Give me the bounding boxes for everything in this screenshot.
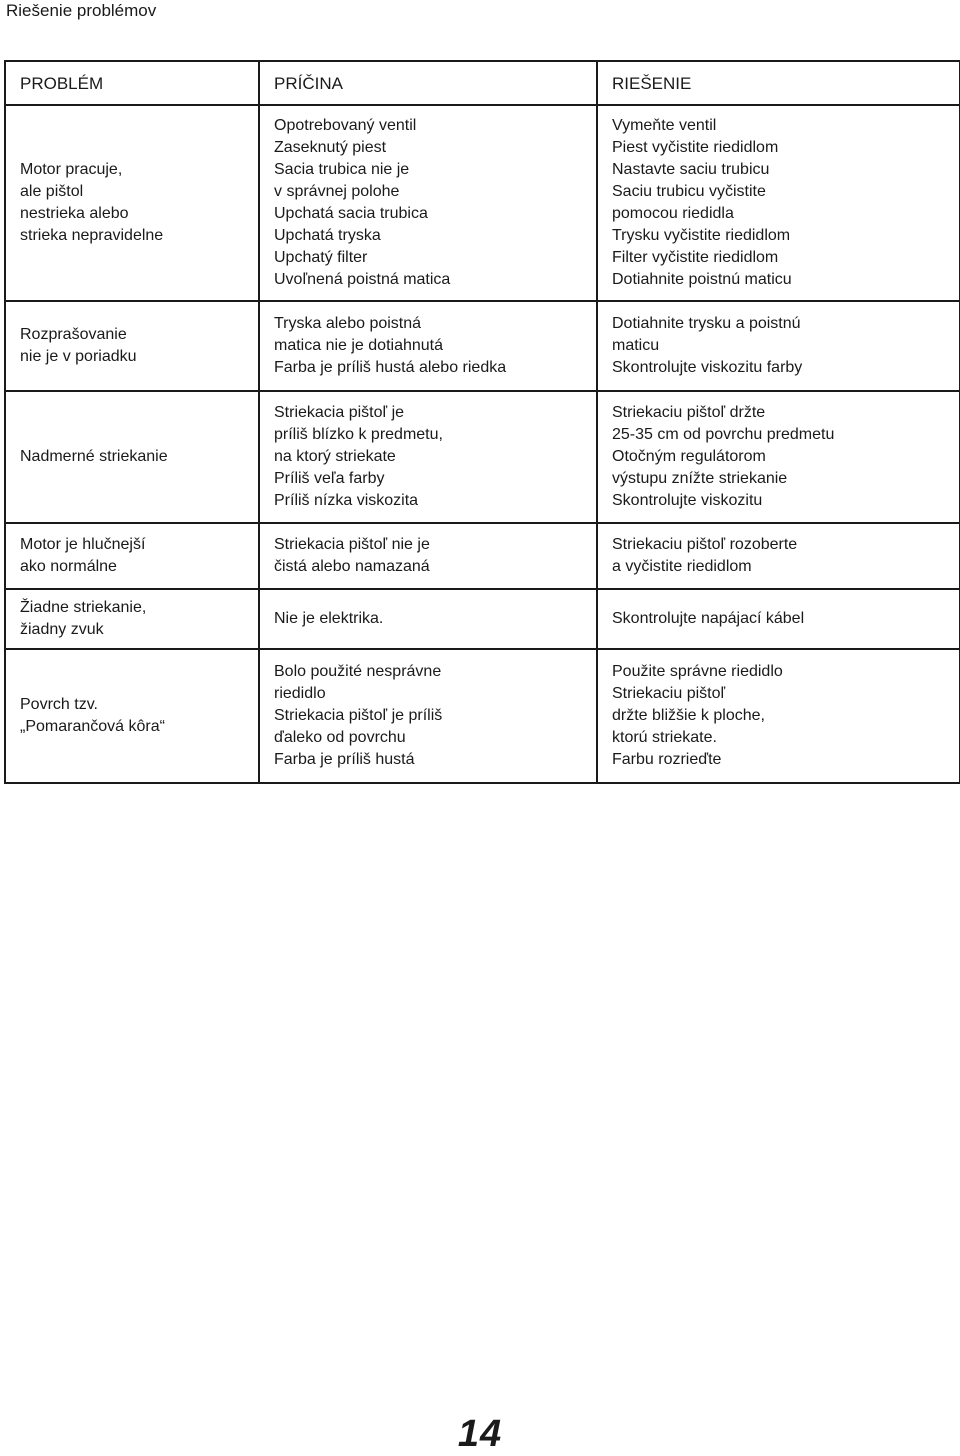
solution-cell: [597, 105, 960, 301]
cell-line: Povrch tzv.: [20, 696, 98, 713]
problem-cell: [5, 105, 259, 301]
cell-line: žiadny zvuk: [20, 621, 104, 638]
problem-cell: [5, 649, 259, 783]
cell-line: Uvoľnená poistná matica: [274, 271, 451, 288]
cell-line: Opotrebovaný ventil: [274, 117, 417, 134]
cell-line: Trysku vyčistite riedidlom: [612, 227, 791, 244]
table-header-row: [5, 61, 960, 105]
cell-line: Otočným regulátorom: [612, 448, 766, 465]
cell-line: Žiadne striekanie,: [20, 599, 147, 616]
table-row: [5, 391, 960, 523]
cell-line: riedidlo: [274, 685, 326, 702]
cell-line: ale pištol: [20, 183, 84, 200]
cell-line: Striekaciu pištoľ: [612, 685, 726, 702]
cell-line: Filter vyčistite riedidlom: [612, 249, 779, 266]
cell-line: a vyčistite riedidlom: [612, 558, 752, 575]
page-number: 14: [457, 1413, 503, 1455]
problem-cell: [5, 589, 259, 649]
problem-cell: [5, 301, 259, 391]
cell-line: Motor je hlučnejší: [20, 536, 146, 553]
solution-cell: [597, 391, 960, 523]
cell-line: Motor pracuje,: [20, 161, 123, 178]
cell-line: čistá alebo namazaná: [274, 558, 430, 575]
cell-line: ako normálne: [20, 558, 117, 575]
cell-line: ktorú striekate.: [612, 729, 717, 746]
cell-line: držte bližšie k ploche,: [612, 707, 765, 724]
cause-cell: [259, 105, 597, 301]
table-row: [5, 301, 960, 391]
table-row: [5, 589, 960, 649]
cell-line: nestrieka alebo: [20, 205, 129, 222]
cell-line: maticu: [612, 337, 660, 354]
cell-line: Príliš nízka viskozita: [274, 492, 419, 509]
column-header-cause: PRÍČINA: [259, 61, 597, 105]
cause-cell: [259, 301, 597, 391]
cell-line: Príliš veľa farby: [274, 470, 385, 487]
cell-line: výstupu znížte striekanie: [612, 470, 788, 487]
solution-cell: [597, 301, 960, 391]
cell-line: nie je v poriadku: [20, 348, 137, 365]
cell-line: Nie je elektrika.: [274, 610, 384, 627]
cell-line: Dotiahnite trysku a poistnú: [612, 315, 801, 332]
cell-line: Nastavte saciu trubicu: [612, 161, 770, 178]
cell-line: Striekaciu pištoľ rozoberte: [612, 536, 798, 553]
table-row: [5, 523, 960, 589]
table-row: [5, 649, 960, 783]
cell-line: matica nie je dotiahnutá: [274, 337, 443, 354]
cell-line: Vymeňte ventil: [612, 117, 717, 134]
cell-line: Skontrolujte viskozitu farby: [612, 359, 803, 376]
cell-line: Skontrolujte napájací kábel: [612, 610, 805, 627]
solution-cell: [597, 523, 960, 589]
cause-cell: [259, 649, 597, 783]
cell-line: strieka nepravidelne: [20, 227, 164, 244]
cell-line: príliš blízko k predmetu,: [274, 426, 443, 443]
problem-cell: [5, 523, 259, 589]
cell-line: Rozprašovanie: [20, 326, 127, 343]
cause-cell: [259, 589, 597, 649]
cell-line: 25-35 cm od povrchu predmetu: [612, 426, 835, 443]
cell-line: Dotiahnite poistnú maticu: [612, 271, 792, 288]
cell-line: Striekacia pištoľ je: [274, 404, 405, 421]
problem-cell: [5, 391, 259, 523]
cell-line: Farbu rozrieďte: [612, 751, 722, 768]
cell-line: Striekacia pištoľ nie je: [274, 536, 430, 553]
solution-cell: [597, 649, 960, 783]
solution-cell: [597, 589, 960, 649]
cell-line: Striekaciu pištoľ držte: [612, 404, 766, 421]
cell-line: Použite správne riedidlo: [612, 663, 783, 680]
cell-line: v správnej polohe: [274, 183, 400, 200]
cell-line: ďaleko od povrchu: [274, 729, 406, 746]
cell-line: Upchatá sacia trubica: [274, 205, 428, 222]
column-header-solution: RIEŠENIE: [597, 61, 960, 105]
cell-line: Striekacia pištoľ je príliš: [274, 707, 443, 724]
cell-line: Upchatá tryska: [274, 227, 381, 244]
cell-line: Upchatý filter: [274, 249, 368, 266]
cause-cell: [259, 391, 597, 523]
cell-line: Nadmerné striekanie: [20, 448, 168, 465]
cell-line: Sacia trubica nie je: [274, 161, 410, 178]
column-header-problem: PROBLÉM: [5, 61, 259, 105]
cell-line: Skontrolujte viskozitu: [612, 492, 763, 509]
table-row: [5, 105, 960, 301]
cause-cell: [259, 523, 597, 589]
page-heading: Riešenie problémov: [6, 1, 157, 20]
cell-line: Farba je príliš hustá: [274, 751, 415, 768]
troubleshooting-table: [4, 60, 960, 784]
cell-line: „Pomarančová kôra“: [20, 718, 165, 735]
cell-line: na ktorý striekate: [274, 448, 396, 465]
cell-line: Bolo použité nesprávne: [274, 663, 442, 680]
cell-line: pomocou riedidla: [612, 205, 734, 222]
cell-line: Saciu trubicu vyčistite: [612, 183, 766, 200]
cell-line: Farba je príliš hustá alebo riedka: [274, 359, 507, 376]
cell-line: Tryska alebo poistná: [274, 315, 422, 332]
cell-line: Zaseknutý piest: [274, 139, 387, 156]
cell-line: Piest vyčistite riedidlom: [612, 139, 779, 156]
